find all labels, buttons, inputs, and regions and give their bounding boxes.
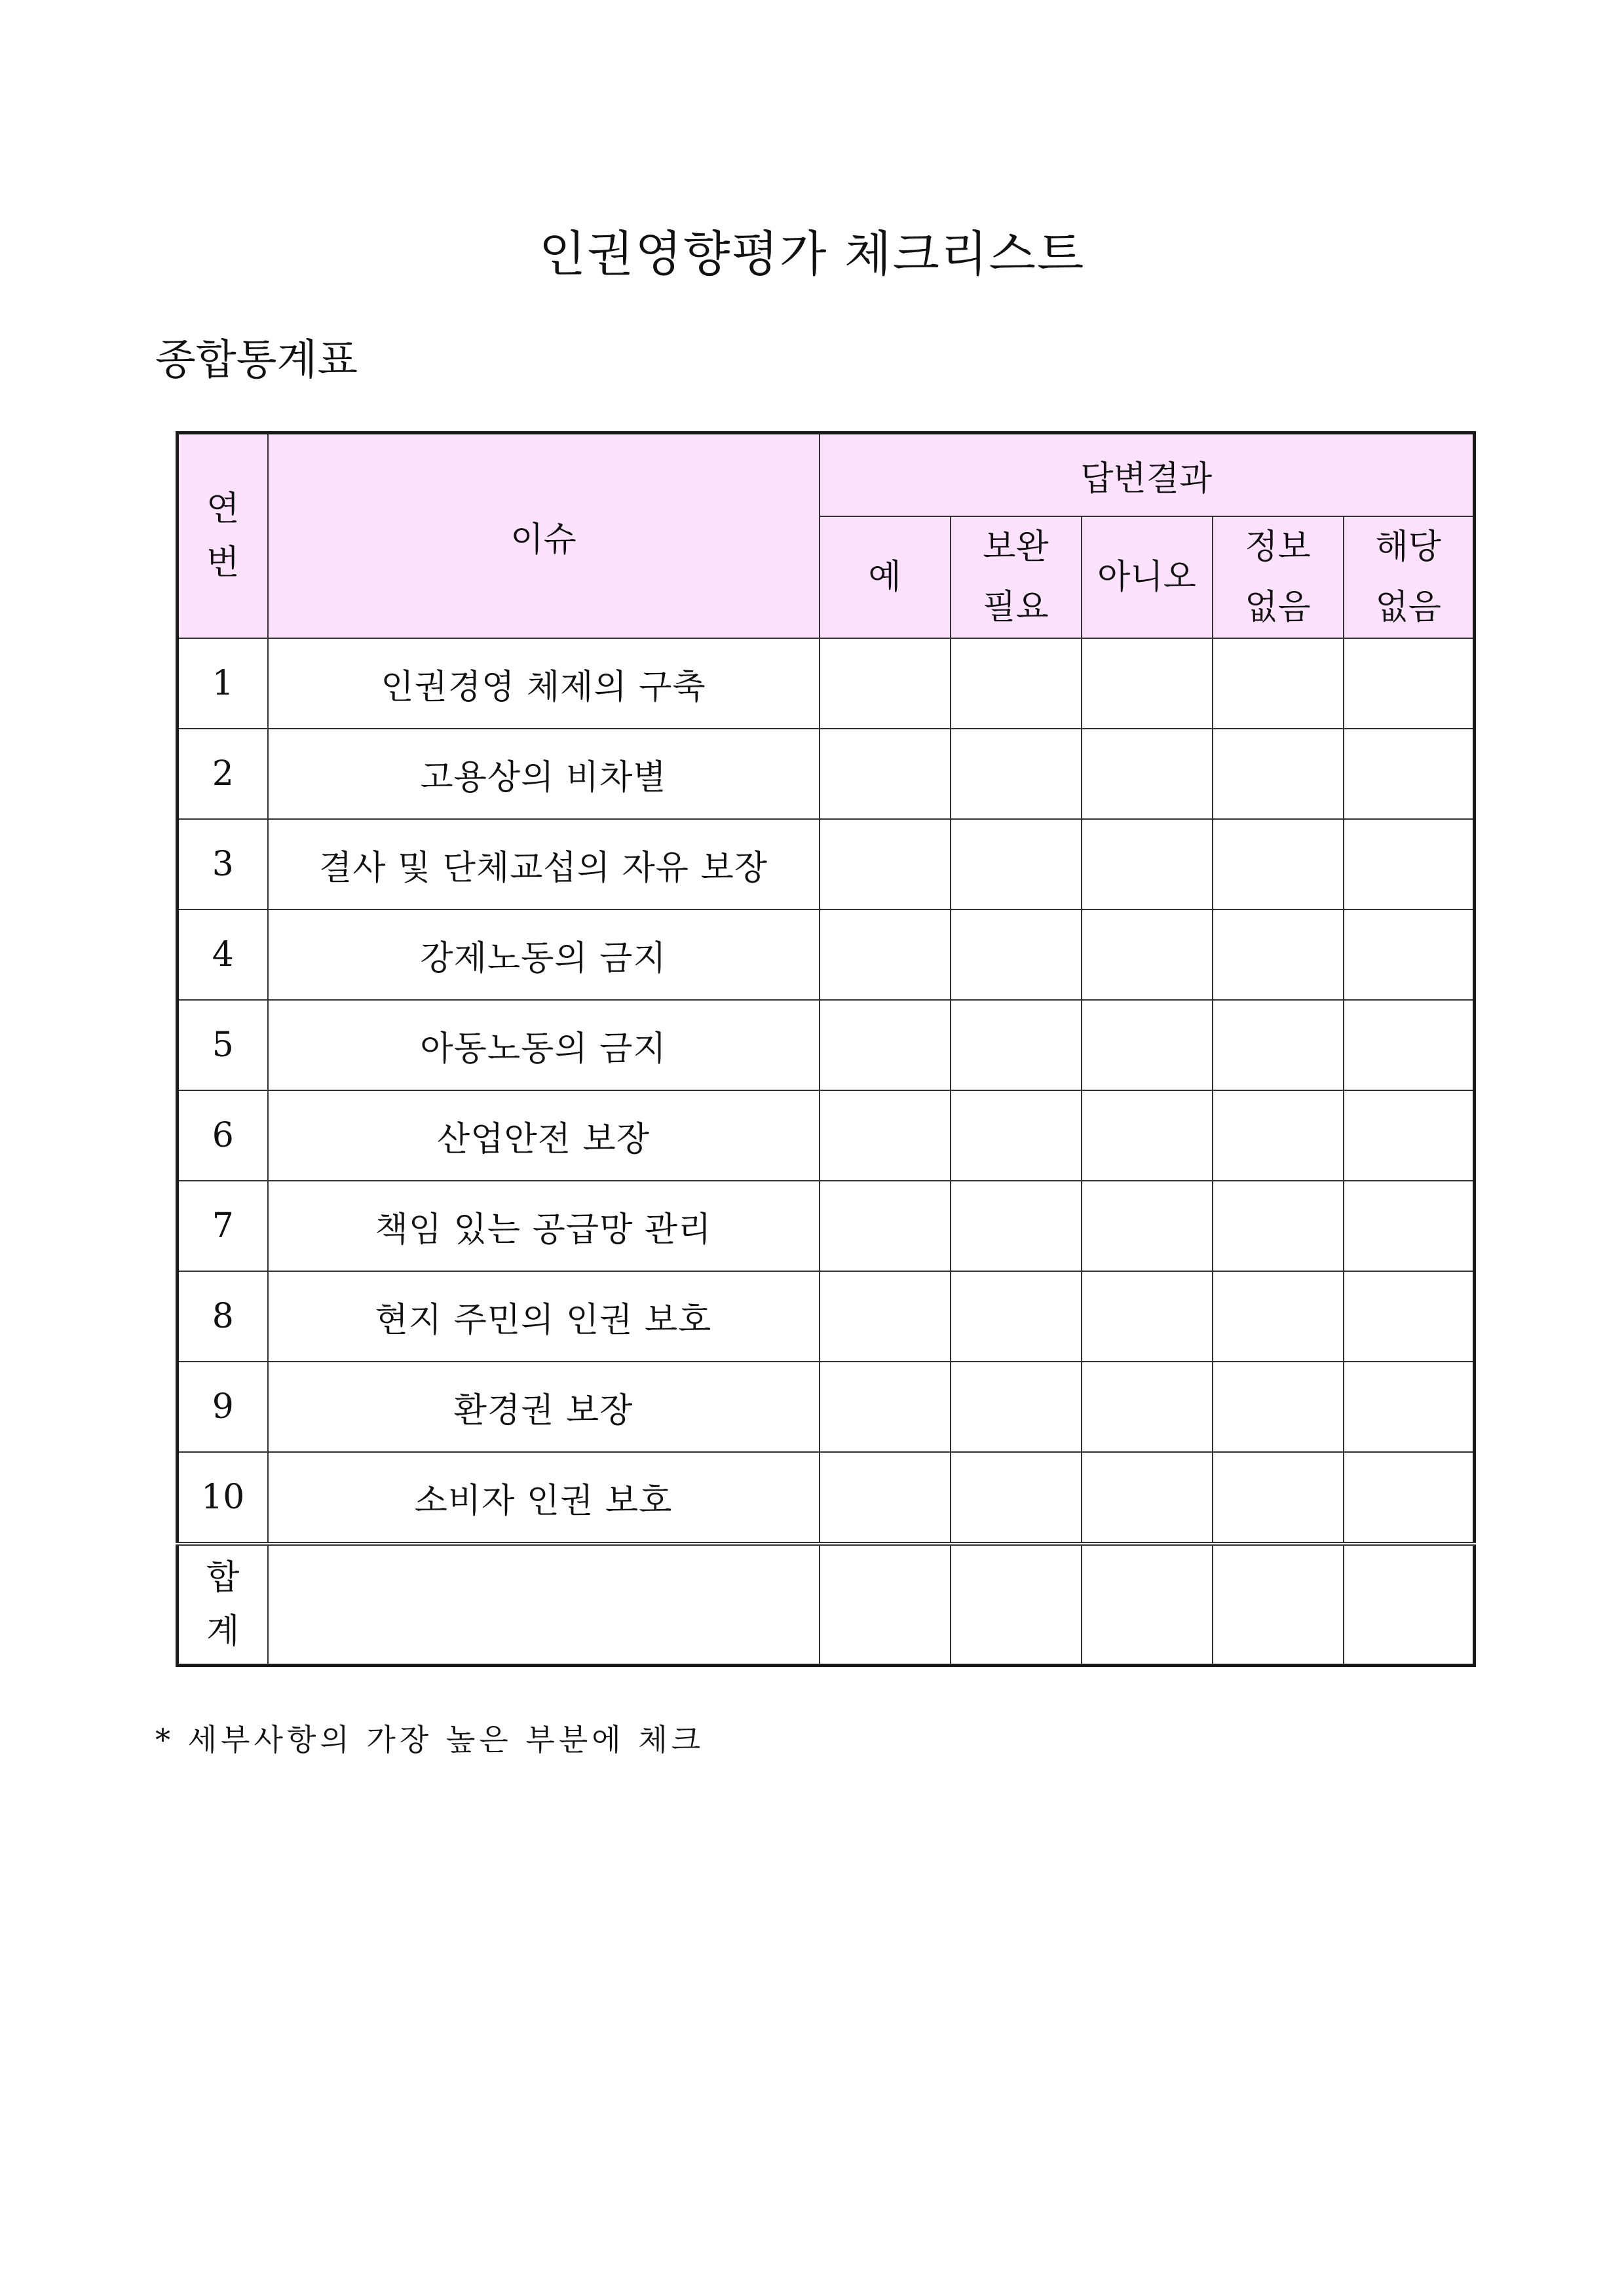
answer-needs-improvement-cell[interactable] [951, 1271, 1082, 1362]
table-row [178, 638, 1475, 729]
issue-cell: 아동노동의 금지 [268, 1000, 820, 1090]
answer-no-cell[interactable] [1082, 1362, 1213, 1452]
answer-needs-improvement-cell[interactable] [951, 1000, 1082, 1090]
row-number: 8 [178, 1271, 268, 1362]
answer-no-information-cell[interactable] [1213, 1452, 1344, 1544]
answer-not-applicable-cell[interactable] [1344, 638, 1475, 729]
issue-cell: 결사 및 단체교섭의 자유 보장 [268, 819, 820, 909]
no-information-line1: 정보 [1245, 527, 1311, 567]
row-number: 9 [178, 1362, 268, 1452]
total-no-cell[interactable] [1082, 1544, 1213, 1666]
total-label-line1: 합 [206, 1558, 240, 1598]
table-row [178, 1000, 1475, 1090]
table-row [178, 1362, 1475, 1452]
table-row [178, 1090, 1475, 1181]
answer-yes-cell[interactable] [820, 729, 951, 819]
answer-needs-improvement-cell[interactable] [951, 1181, 1082, 1271]
needs-improvement-line2: 필요 [983, 588, 1049, 627]
serial-header-line1: 연 [206, 489, 240, 529]
answer-no-cell[interactable] [1082, 638, 1213, 729]
answer-yes-cell[interactable] [820, 1000, 951, 1090]
section-title: 종합통계표 [155, 336, 358, 385]
answer-needs-improvement-cell[interactable] [951, 638, 1082, 729]
table-row [178, 729, 1475, 819]
answer-needs-improvement-header [951, 516, 1082, 638]
issue-cell: 고용상의 비차별 [268, 729, 820, 819]
total-yes-cell[interactable] [820, 1544, 951, 1666]
answer-no-information-cell[interactable] [1213, 1181, 1344, 1271]
answer-yes-cell[interactable] [820, 1181, 951, 1271]
answer-no-cell[interactable] [1082, 1090, 1213, 1181]
row-number: 1 [178, 638, 268, 729]
document-title: 인권영향평가 체크리스트 [538, 226, 1086, 282]
answer-yes-cell[interactable] [820, 638, 951, 729]
answer-no-information-header [1213, 516, 1344, 638]
answer-result-header: 답변결과 [820, 433, 1475, 517]
table-row [178, 1181, 1475, 1271]
answer-yes-cell[interactable] [820, 1362, 951, 1452]
answer-no-cell[interactable] [1082, 729, 1213, 819]
issue-cell: 소비자 인권 보호 [268, 1452, 820, 1544]
table-row [178, 1452, 1475, 1544]
answer-yes-cell[interactable] [820, 909, 951, 1000]
issue-header: 이슈 [268, 433, 820, 639]
table-row [178, 909, 1475, 1000]
total-label-line2: 계 [206, 1612, 240, 1651]
no-information-line2: 없음 [1245, 588, 1311, 627]
answer-not-applicable-cell[interactable] [1344, 729, 1475, 819]
total-no-information-cell[interactable] [1213, 1544, 1344, 1666]
not-applicable-line1: 해당 [1375, 527, 1442, 567]
answer-no-cell[interactable] [1082, 1452, 1213, 1544]
answer-not-applicable-cell[interactable] [1344, 1000, 1475, 1090]
row-number: 5 [178, 1000, 268, 1090]
answer-needs-improvement-cell[interactable] [951, 729, 1082, 819]
row-number: 7 [178, 1181, 268, 1271]
issue-cell: 책임 있는 공급망 관리 [268, 1181, 820, 1271]
answer-no-cell[interactable] [1082, 819, 1213, 909]
answer-no-information-cell[interactable] [1213, 1271, 1344, 1362]
issue-cell: 강제노동의 금지 [268, 909, 820, 1000]
total-label [178, 1544, 268, 1666]
answer-no-information-cell[interactable] [1213, 1000, 1344, 1090]
answer-no-cell[interactable] [1082, 1000, 1213, 1090]
row-number: 2 [178, 729, 268, 819]
answer-no-information-cell[interactable] [1213, 819, 1344, 909]
answer-yes-cell[interactable] [820, 1271, 951, 1362]
answer-not-applicable-cell[interactable] [1344, 909, 1475, 1000]
summary-statistics-table [176, 431, 1476, 1667]
footnote: * 세부사항의 가장 높은 부분에 체크 [155, 1722, 705, 1757]
answer-not-applicable-cell[interactable] [1344, 819, 1475, 909]
total-not-applicable-cell[interactable] [1344, 1544, 1475, 1666]
answer-needs-improvement-cell[interactable] [951, 909, 1082, 1000]
answer-needs-improvement-cell[interactable] [951, 1452, 1082, 1544]
answer-no-information-cell[interactable] [1213, 1090, 1344, 1181]
total-needs-improvement-cell[interactable] [951, 1544, 1082, 1666]
total-issue-cell [268, 1544, 820, 1666]
answer-not-applicable-cell[interactable] [1344, 1362, 1475, 1452]
answer-needs-improvement-cell[interactable] [951, 1362, 1082, 1452]
total-row [178, 1544, 1475, 1666]
row-number: 10 [178, 1452, 268, 1544]
answer-no-cell[interactable] [1082, 1271, 1213, 1362]
answer-no-information-cell[interactable] [1213, 638, 1344, 729]
answer-not-applicable-cell[interactable] [1344, 1452, 1475, 1544]
answer-yes-cell[interactable] [820, 1452, 951, 1544]
issue-cell: 인권경영 체제의 구축 [268, 638, 820, 729]
answer-yes-cell[interactable] [820, 819, 951, 909]
answer-no-header: 아니오 [1082, 516, 1213, 638]
answer-no-information-cell[interactable] [1213, 1362, 1344, 1452]
answer-needs-improvement-cell[interactable] [951, 1090, 1082, 1181]
row-number: 6 [178, 1090, 268, 1181]
answer-not-applicable-cell[interactable] [1344, 1271, 1475, 1362]
needs-improvement-line1: 보완 [983, 527, 1049, 567]
answer-yes-cell[interactable] [820, 1090, 951, 1181]
answer-no-information-cell[interactable] [1213, 729, 1344, 819]
table-row [178, 1271, 1475, 1362]
issue-cell: 환경권 보장 [268, 1362, 820, 1452]
answer-yes-header: 예 [820, 516, 951, 638]
answer-not-applicable-header [1344, 516, 1475, 638]
answer-not-applicable-cell[interactable] [1344, 1090, 1475, 1181]
row-number: 3 [178, 819, 268, 909]
table-row [178, 819, 1475, 909]
answer-no-cell[interactable] [1082, 1181, 1213, 1271]
not-applicable-line2: 없음 [1375, 588, 1442, 627]
answer-not-applicable-cell[interactable] [1344, 1181, 1475, 1271]
answer-needs-improvement-cell[interactable] [951, 819, 1082, 909]
answer-no-information-cell[interactable] [1213, 909, 1344, 1000]
answer-no-cell[interactable] [1082, 909, 1213, 1000]
serial-number-header [178, 433, 268, 639]
serial-header-line2: 번 [206, 543, 240, 583]
issue-cell: 산업안전 보장 [268, 1090, 820, 1181]
row-number: 4 [178, 909, 268, 1000]
issue-cell: 현지 주민의 인권 보호 [268, 1271, 820, 1362]
